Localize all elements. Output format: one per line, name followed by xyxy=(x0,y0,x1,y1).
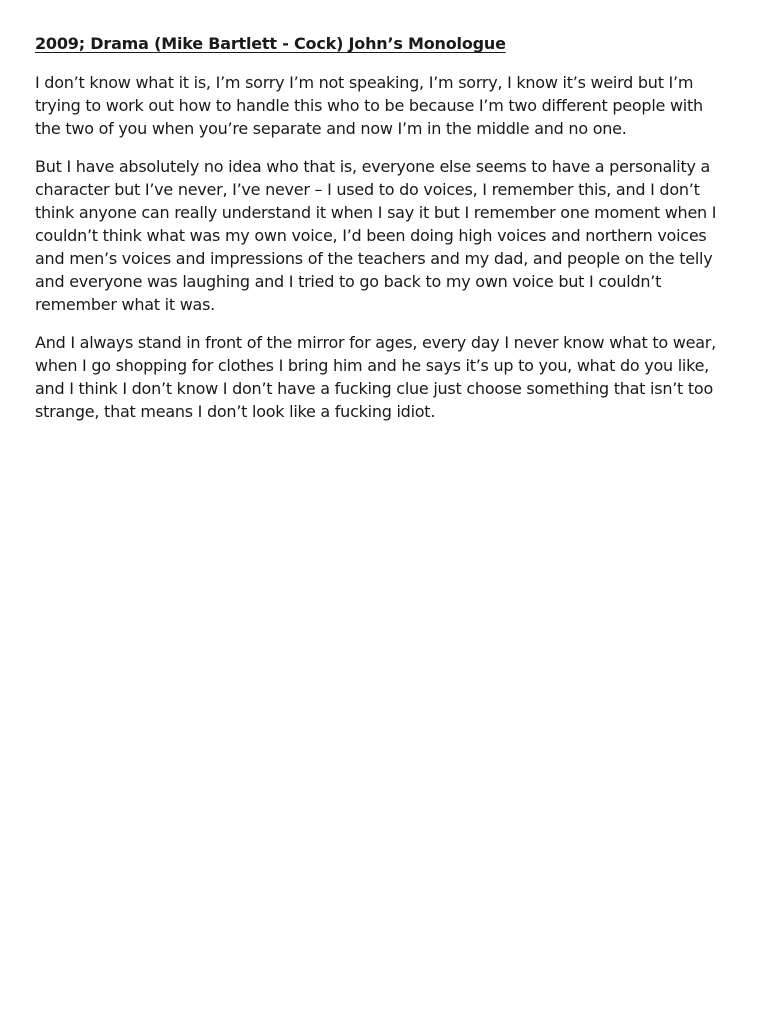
document-page xyxy=(35,33,725,438)
paragraph-1: I don’t know what it is, I’m sorry I’m not speaking, I’m sorry, I know it’s weird but I’m trying to work out how to handle this who to be because I’m two different people with the two of you when you’re separate and now I’m in the middle and no one. xyxy=(35,73,703,138)
paragraph-3: And I always stand in front of the mirror for ages, every day I never know what to wear, when I go shopping for clothes I bring him and he says it’s up to you, what do you like, and I think I don’t know I don’t have a fucking clue just choose something that isn’t too strange, that means I don’t look like a fucking idiot. xyxy=(35,333,716,421)
paragraph-2: But I have absolutely no idea who that is, everyone else seems to have a personality a character but I’ve never, I’ve never – I used to do voices, I remember this, and I don’t think anyone can really understand it when I say it but I remember one moment when I couldn’t think what was my own voice, I’d been doing high voices and northern voices and men’s voices and impressions of the teachers and my dad, and people on the telly and everyone was laughing and I tried to go back to my own voice but I couldn’t remember what it was. xyxy=(35,157,717,314)
document-title: 2009; Drama (Mike Bartlett - Cock) John’s Monologue xyxy=(35,34,506,53)
